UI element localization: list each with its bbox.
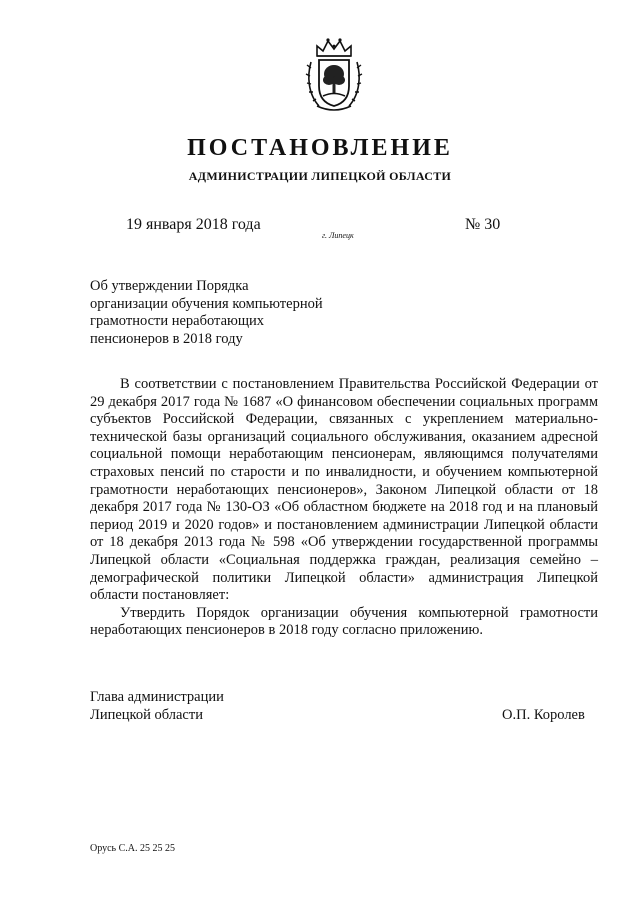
body-paragraph-preamble: В соответствии с постановлением Правительства Российской Федерации от 29 декабря 2017 года № 1687 «О финансовом обеспечении социальных программ субъектов Российской Федерации, связанных с укреплением материально-технической базы организаций социального обслуживания, оказанием адресной социальной помощи неработающим пенсионерам, являющимся получателями страховых пенсий по старости и по инвалидности, и обучением компьютерной грамотности неработающих пенсионеров», Законом Липецкой области от 18 декабря 2017 года № 130-ОЗ «Об областном бюджете на 2018 год и на плановый период 2019 и 2020 годов» и постановлением администрации Липецкой области от 18 декабря 2013 года № 598 «Об утверждении государственной программы Липецкой области «Социальная поддержка граждан, реализация семейно – демографической политики Липецкой области» администрация Липецкой области постановляет: <box>90 376 598 604</box>
signatory-position-line: Липецкой области <box>90 707 203 723</box>
document-subject <box>90 278 390 348</box>
subject-line: Об утверждении Порядка <box>90 278 249 294</box>
document-title: ПОСТАНОВЛЕНИЕ <box>187 135 453 161</box>
document-body <box>90 376 598 640</box>
document-date: 19 января 2018 года <box>126 216 261 233</box>
subject-line: грамотности неработающих <box>90 313 265 330</box>
lipetsk-coat-of-arms-icon <box>303 36 365 114</box>
body-paragraph-resolution: Утвердить Порядок организации обучения компьютерной грамотности неработающих пенсионеров в 2018 году согласно приложению. <box>90 604 598 639</box>
signatory-position <box>90 688 224 724</box>
signatory-position-line: Глава администрации <box>90 689 224 705</box>
issuing-authority: АДМИНИСТРАЦИИ ЛИПЕЦКОЙ ОБЛАСТИ <box>188 169 452 183</box>
document-place: г. Липецк <box>322 231 354 240</box>
subject-line: организации обучения компьютерной <box>90 295 323 312</box>
subject-line: пенсионеров в 2018 году <box>90 330 243 347</box>
signatory-name: О.П. Королев <box>502 707 585 723</box>
document-number: № 30 <box>465 216 501 233</box>
executor-info: Орусь С.А. 25 25 25 <box>90 843 175 854</box>
